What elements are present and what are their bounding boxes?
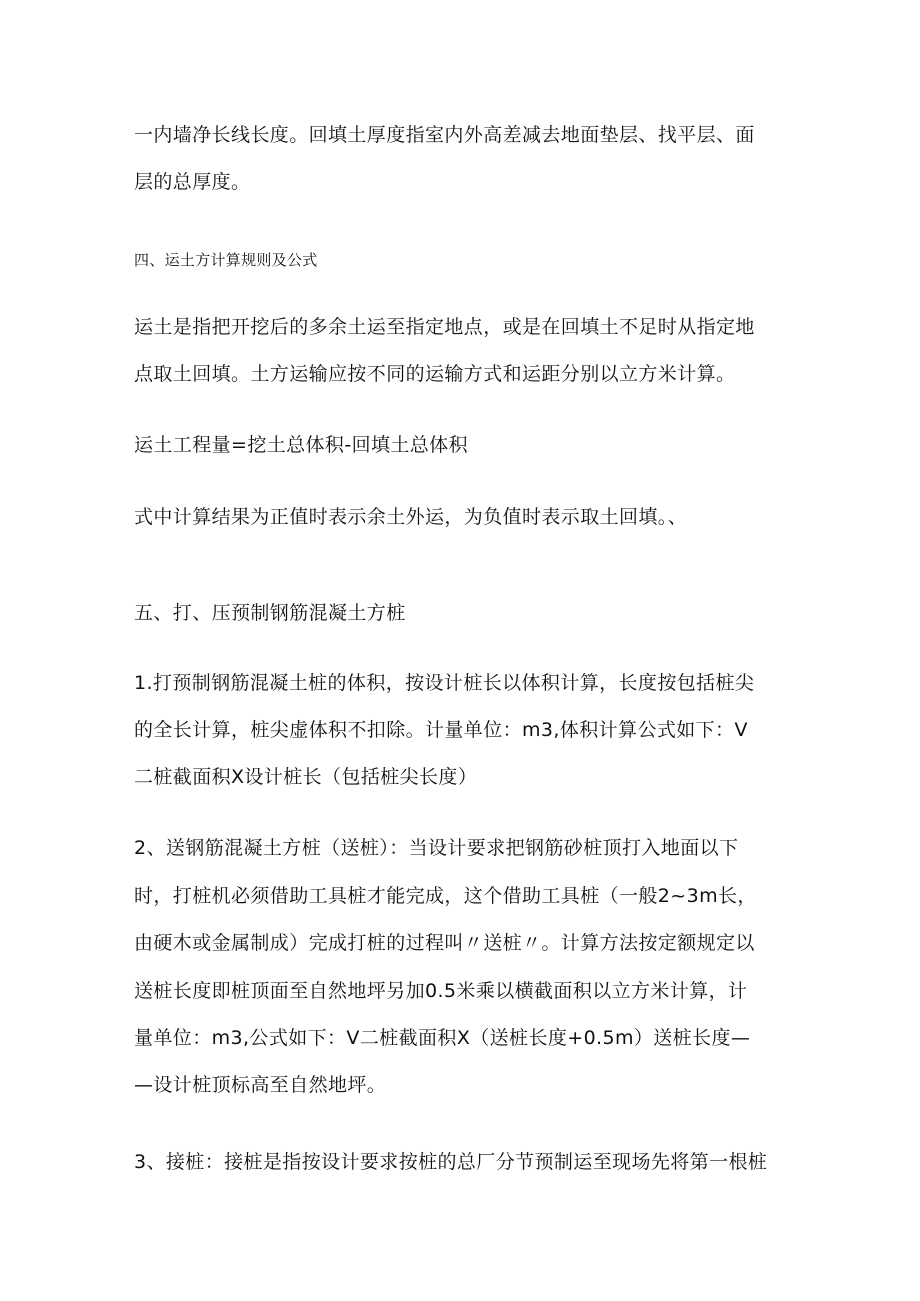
section-heading: 五、打、压预制钢筋混凝土方桩 (134, 602, 406, 624)
paragraph-line: 二桩截面积X设计桩长（包括桩尖长度） (134, 766, 478, 788)
paragraph-line: 2、送钢筋混凝土方桩（送桩）：当设计要求把钢筋砂桩顶打入地面以下 (134, 837, 739, 859)
paragraph-line: 式中计算结果为正值时表示余土外运，为负值时表示取土回填。、 (134, 506, 688, 528)
paragraph-line: 时，打桩机必须借助工具桩才能完成，这个借助工具桩（一般2~3m长， (134, 885, 757, 907)
formula-line: 运土工程量=挖土总体积-回填土总体积 (134, 434, 468, 456)
paragraph-line: 一内墙净长线长度。回填土厚度指室内外高差减去地面垫层、找平层、面 (134, 124, 755, 146)
paragraph-line: —设计桩顶标高至自然地坪。 (134, 1074, 387, 1096)
paragraph-line: 送桩长度即桩顶面至自然地坪另加0.5米乘以横截面积以立方米计算，计 (134, 980, 748, 1002)
paragraph-line: 运土是指把开挖后的多余土运至指定地点，或是在回填土不足时从指定地 (134, 316, 755, 338)
paragraph-line: 量单位：m3,公式如下：V二桩截面积X（送桩长度+0.5m）送桩长度— (134, 1027, 751, 1049)
paragraph-line: 1.打预制钢筋混凝土桩的体积，按设计桩长以体积计算，长度按包括桩尖 (134, 672, 755, 694)
paragraph-line: 的全长计算，桩尖虚体积不扣除。计量单位：m3,体积计算公式如下：V (134, 719, 748, 741)
paragraph-line: 由硬木或金属制成）完成打桩的过程叫〃送桩〃。计算方法按定额规定以 (134, 932, 755, 954)
paragraph-line: 点取土回填。土方运输应按不同的运输方式和运距分别以立方米计算。 (134, 363, 736, 385)
paragraph-line: 3、接桩：接桩是指按设计要求按桩的总厂分节预制运至现场先将第一根桩 (134, 1151, 768, 1173)
section-heading: 四、运土方计算规则及公式 (134, 251, 318, 269)
paragraph-line: 层的总厚度。 (134, 171, 251, 193)
